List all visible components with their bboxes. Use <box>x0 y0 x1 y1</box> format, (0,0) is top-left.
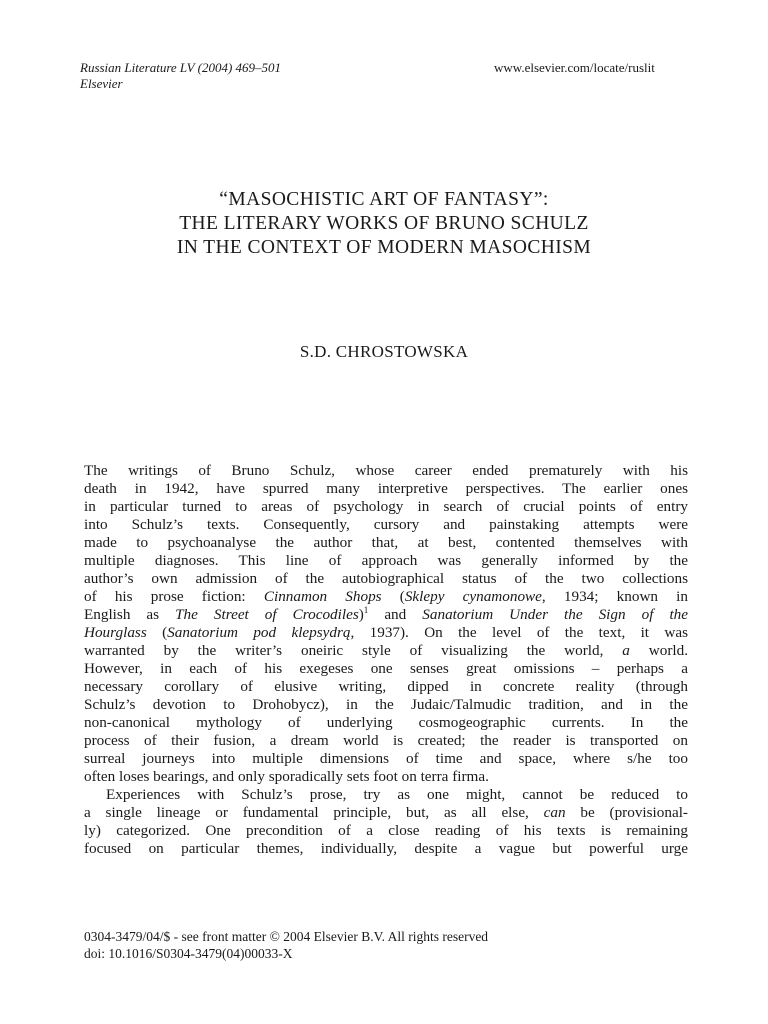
publisher-name: Elsevier <box>80 76 123 91</box>
body-line: The writings of Bruno Schulz, whose career ended prematurely with his <box>84 462 688 479</box>
body-line: necessary corollary of elusive writing, dipped in concrete reality (through <box>84 678 688 695</box>
body-line <box>84 606 688 624</box>
journal-citation: Russian Literature LV (2004) 469–501 <box>80 60 282 75</box>
text-run: English as <box>84 606 176 623</box>
body-line: into Schulz’s texts. Consequently, cursory and painstaking attempts were <box>84 516 688 533</box>
body-line: However, in each of his exegeses one senses great omissions – perhaps a <box>84 660 688 677</box>
text-run: world. <box>629 642 688 659</box>
book-title: Sanatorium pod klepsydrą <box>167 624 351 641</box>
book-title: Sklepy cynamonowe <box>404 588 542 605</box>
title-line-2: THE LITERARY WORKS OF BRUNO SCHULZ <box>179 213 589 234</box>
emphasis: can <box>543 804 566 821</box>
body-line: focused on particular themes, individually, despite a vague but powerful urge <box>84 840 688 857</box>
text-run: ( <box>381 588 405 605</box>
body-line: made to psychoanalyse the author that, at best, contented themselves with <box>84 534 688 551</box>
text-run: , 1934; known in <box>541 588 688 605</box>
footnote-marker[interactable]: 1 <box>363 604 369 615</box>
body-line: process of their fusion, a dream world is created; the reader is transported on <box>84 732 688 749</box>
body-line: author’s own admission of the autobiographical status of the two collections <box>84 570 688 587</box>
text-run: ( <box>146 624 168 641</box>
body-line: often loses bearings, and only sporadically sets foot on terra firma. <box>84 768 489 785</box>
text-run: ) <box>358 606 364 623</box>
text-run: a single lineage or fundamental principle, but, as all else, <box>84 804 544 821</box>
body-line: Experiences with Schulz’s prose, try as one might, cannot be reduced to <box>106 786 688 803</box>
body-line: in particular turned to areas of psychology in search of crucial points of entry <box>84 498 688 515</box>
author-name: S.D. CHROSTOWSKA <box>299 342 469 361</box>
body-line <box>84 642 688 660</box>
text-run: warranted by the writer’s oneiric style of visualizing the world, <box>84 642 623 659</box>
text-run: and <box>368 606 423 623</box>
body-line: surreal journeys into multiple dimensions of time and space, where s/he too <box>84 750 688 767</box>
title-line-1: “MASOCHISTIC ART OF FANTASY”: <box>219 189 549 210</box>
body-line: ly) categorized. One precondition of a close reading of his texts is remaining <box>84 822 688 839</box>
article-body <box>84 462 688 858</box>
article-title <box>80 188 688 260</box>
body-line: death in 1942, have spurred many interpretive perspectives. The earlier ones <box>84 480 688 497</box>
journal-url[interactable]: www.elsevier.com/locate/ruslit <box>494 60 655 75</box>
book-title: The Street of Crocodiles <box>175 606 359 623</box>
text-run: of his prose fiction: <box>84 588 264 605</box>
book-title: Cinnamon Shops <box>263 588 382 605</box>
body-line: Schulz’s devotion to Drohobycz), in the Judaic/Talmudic tradition, and in the <box>84 696 688 713</box>
body-line <box>84 624 688 642</box>
doi-line: doi: 10.1016/S0304-3479(04)00033-X <box>84 946 293 961</box>
body-line: multiple diagnoses. This line of approach was generally informed by the <box>84 552 688 569</box>
book-title: Sanatorium Under the Sign of the <box>422 606 689 623</box>
body-line: non-canonical mythology of underlying cosmogeographic currents. In the <box>84 714 688 731</box>
text-run: , 1937). On the level of the text, it was <box>350 624 688 641</box>
book-title: Hourglass <box>84 624 147 641</box>
copyright-footer <box>84 928 488 962</box>
copyright-line: 0304-3479/04/$ - see front matter © 2004 Elsevier B.V. All rights reserved <box>84 929 489 944</box>
text-run: be (provisional- <box>565 804 688 821</box>
emphasis: a <box>622 642 630 659</box>
body-line <box>84 804 688 822</box>
body-line <box>84 588 688 606</box>
journal-header <box>80 60 281 92</box>
title-line-3: IN THE CONTEXT OF MODERN MASOCHISM <box>176 237 592 258</box>
